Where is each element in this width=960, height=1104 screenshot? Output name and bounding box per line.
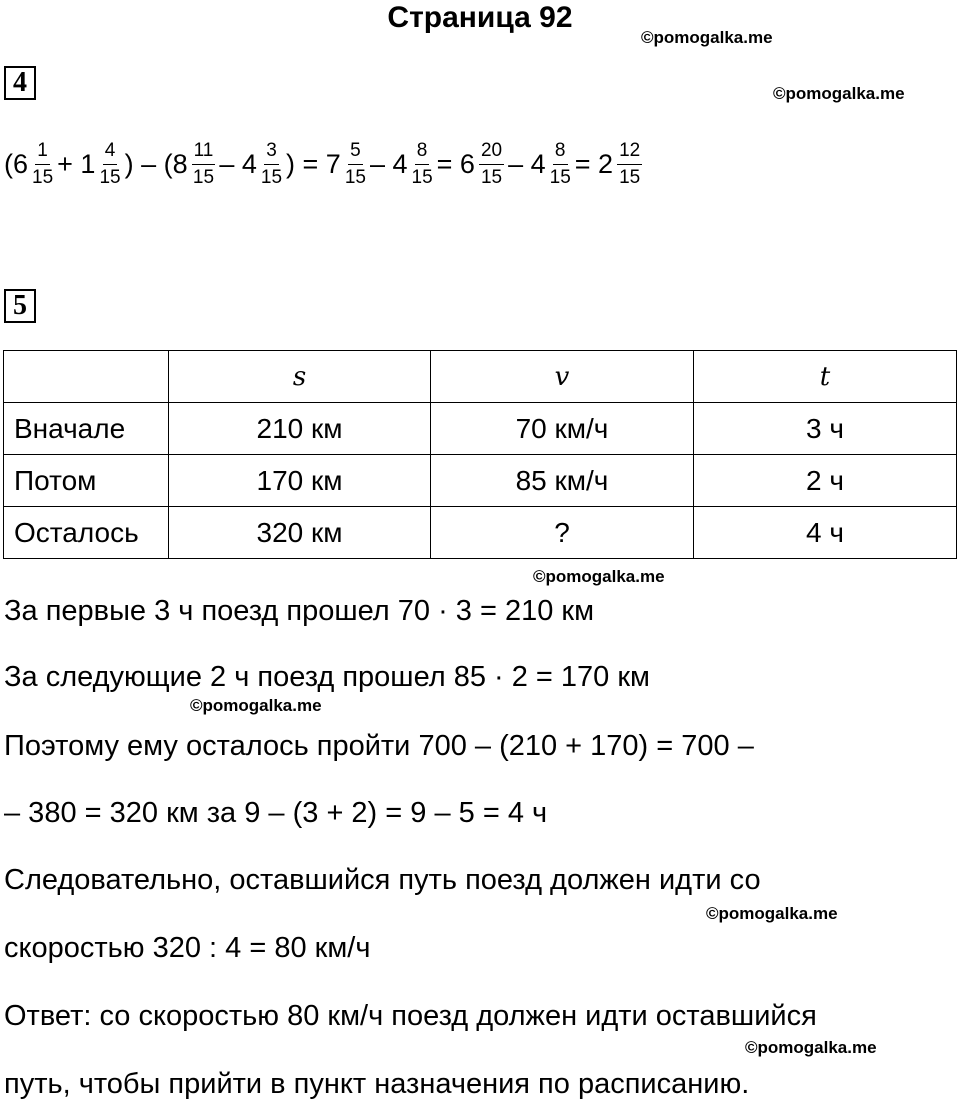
solution-line: скоростью 320 : 4 = 80 км/ч	[4, 932, 371, 964]
eq-text: – 4	[219, 148, 257, 179]
eq-text: – 4	[508, 148, 546, 179]
table-row-header: Осталось	[4, 507, 169, 559]
solution-line: путь, чтобы прийти в пункт назначения по расписанию.	[4, 1068, 750, 1100]
table-cell: 210 км	[169, 403, 431, 455]
page-title: Страница 92	[387, 1, 573, 34]
watermark: ©pomogalka.me	[706, 904, 838, 923]
table-cell: 2 ч	[694, 455, 957, 507]
table-cell: 4 ч	[694, 507, 957, 559]
table-header-cell: s	[169, 351, 431, 403]
fraction-numerator: 12	[617, 140, 642, 165]
table-cell: 70 км/ч	[431, 403, 694, 455]
table-row-header: Потом	[4, 455, 169, 507]
table-header-row	[4, 351, 957, 403]
watermark: ©pomogalka.me	[773, 84, 905, 103]
fraction-numerator: 3	[264, 140, 279, 165]
eq-text: ) = 7	[286, 148, 341, 179]
fraction-denominator: 15	[480, 166, 503, 188]
fraction-denominator: 15	[344, 166, 366, 188]
task4-equation	[4, 133, 646, 195]
fraction-denominator: 15	[549, 166, 571, 188]
fraction	[550, 140, 571, 189]
table-cell: 3 ч	[694, 403, 957, 455]
table-row	[4, 403, 957, 455]
fraction	[192, 140, 216, 189]
table-row	[4, 455, 957, 507]
fraction-numerator: 4	[103, 140, 118, 165]
table-row-header: Вначале	[4, 403, 169, 455]
eq-text: + 1	[57, 148, 96, 179]
eq-text: – 4	[369, 148, 408, 179]
fraction	[617, 140, 642, 189]
fraction-denominator: 15	[99, 166, 121, 188]
fraction-numerator: 1	[35, 140, 50, 165]
solution-line: Ответ: со скоростью 80 км/ч поезд должен идти оставшийся	[4, 1000, 817, 1032]
fraction-denominator: 15	[619, 166, 641, 188]
solution-line: – 380 = 320 км за 9 – (3 + 2) = 9 – 5 = 4 ч	[4, 797, 548, 829]
watermark: ©pomogalka.me	[745, 1038, 877, 1057]
watermark: ©pomogalka.me	[190, 696, 322, 715]
table-cell: 320 км	[169, 507, 431, 559]
table-header-cell	[4, 351, 169, 403]
fraction	[412, 140, 433, 189]
eq-text: = 6	[436, 148, 475, 179]
watermark: ©pomogalka.me	[533, 567, 665, 586]
fraction	[479, 140, 504, 189]
table-cell: 85 км/ч	[431, 455, 694, 507]
eq-text: = 2	[574, 148, 614, 179]
fraction	[99, 140, 120, 189]
table-header-cell: t	[694, 351, 957, 403]
task-number-5: 5	[4, 289, 36, 323]
table-row	[4, 507, 957, 559]
fraction-denominator: 15	[32, 166, 54, 188]
eq-text: (6	[4, 148, 29, 179]
table-header-cell: v	[431, 351, 694, 403]
fraction-numerator: 11	[192, 140, 216, 165]
solution-line: Следовательно, оставшийся путь поезд должен идти со	[4, 864, 761, 896]
fraction-numerator: 20	[479, 140, 504, 165]
fraction	[261, 140, 282, 189]
fraction-numerator: 5	[348, 140, 363, 165]
task-number-4: 4	[4, 66, 36, 100]
watermark: ©pomogalka.me	[641, 28, 773, 47]
fraction-denominator: 15	[260, 166, 283, 188]
fraction-denominator: 15	[192, 166, 215, 188]
solution-line: Поэтому ему осталось пройти 700 – (210 + 170) = 700 –	[4, 730, 754, 762]
fraction	[32, 140, 53, 189]
solution-line: За первые 3 ч поезд прошел 70 · 3 = 210 км	[4, 595, 595, 627]
fraction-numerator: 8	[415, 140, 430, 165]
motion-table	[3, 350, 957, 559]
solution-line: За следующие 2 ч поезд прошел 85 · 2 = 170 км	[4, 661, 650, 693]
table-cell: 170 км	[169, 455, 431, 507]
fraction-denominator: 15	[411, 166, 433, 188]
eq-text: ) – (8	[124, 148, 188, 179]
fraction	[345, 140, 366, 189]
table-cell: ?	[431, 507, 694, 559]
fraction-numerator: 8	[553, 140, 568, 165]
